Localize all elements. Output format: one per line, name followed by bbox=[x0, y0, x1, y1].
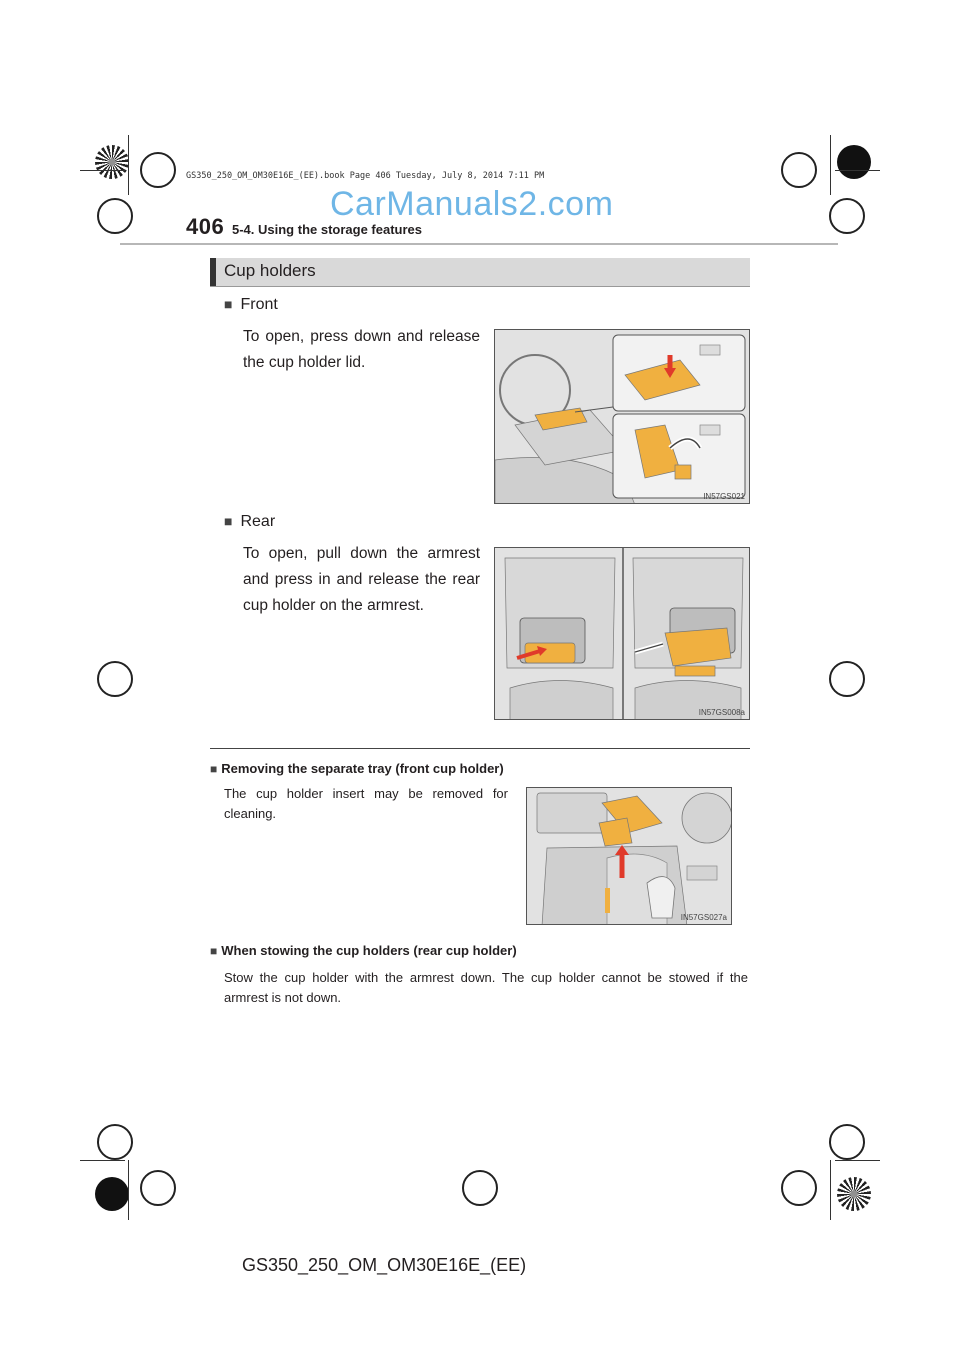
front-heading: ■ Front bbox=[224, 296, 278, 313]
document-id: GS350_250_OM_OM30E16E_(EE) bbox=[242, 1255, 527, 1275]
crop-line bbox=[128, 1160, 129, 1220]
note-heading: ■ Removing the separate tray (front cup holder) bbox=[210, 761, 504, 776]
tray-illustration bbox=[527, 788, 732, 925]
note-heading: ■ When stowing the cup holders (rear cup holder) bbox=[210, 943, 517, 958]
section-title: Cup holders bbox=[224, 261, 316, 280]
registration-mark bbox=[95, 1177, 129, 1211]
registration-mark bbox=[837, 145, 871, 179]
crosshair-mark bbox=[140, 1170, 176, 1206]
figure-code: IN57GS027a bbox=[680, 913, 727, 922]
crosshair-mark bbox=[97, 198, 133, 234]
registration-mark bbox=[95, 145, 129, 179]
rear-illustration bbox=[495, 548, 750, 720]
section-header bbox=[210, 258, 750, 287]
crosshair-mark bbox=[781, 152, 817, 188]
notes-divider bbox=[210, 748, 750, 749]
crosshair-mark bbox=[462, 1170, 498, 1206]
crop-line bbox=[830, 135, 831, 195]
note-text: Stow the cup holder with the armrest down. The cup holder cannot be stowed if the armrest is not down. bbox=[224, 970, 748, 1005]
crosshair-mark bbox=[829, 198, 865, 234]
crosshair-mark bbox=[97, 1124, 133, 1160]
crosshair-mark bbox=[781, 1170, 817, 1206]
rear-cup-holder-figure bbox=[494, 547, 750, 720]
rear-text: To open, pull down the armrest and press in and release the rear cup holder on the armrest. bbox=[243, 545, 480, 614]
watermark: CarManuals2.com bbox=[330, 185, 614, 223]
square-bullet-icon: ■ bbox=[210, 944, 218, 958]
crop-line bbox=[80, 1160, 125, 1161]
crosshair-mark bbox=[829, 1124, 865, 1160]
note-text: The cup holder insert may be removed for cleaning. bbox=[224, 786, 508, 821]
crop-line bbox=[835, 1160, 880, 1161]
figure-code: IN57GS021 bbox=[703, 492, 745, 501]
crosshair-mark bbox=[140, 152, 176, 188]
crop-line bbox=[80, 170, 125, 171]
section-header-bar bbox=[210, 258, 216, 286]
square-bullet-icon: ■ bbox=[224, 513, 233, 529]
crop-line bbox=[835, 170, 880, 171]
crosshair-mark bbox=[829, 661, 865, 697]
header-divider bbox=[120, 243, 838, 245]
crosshair-mark bbox=[97, 661, 133, 697]
crop-line bbox=[830, 1160, 831, 1220]
crop-line bbox=[128, 135, 129, 195]
chapter-title: 5-4. Using the storage features bbox=[232, 222, 422, 237]
page-number: 406 bbox=[186, 214, 225, 239]
registration-mark bbox=[837, 1177, 871, 1211]
figure-code: IN57GS008a bbox=[698, 708, 745, 717]
front-cup-holder-figure bbox=[494, 329, 750, 504]
crop-info: GS350_250_OM_OM30E16E_(EE).book Page 406 Tuesday, July 8, 2014 7:11 PM bbox=[186, 171, 545, 181]
rear-heading: ■ Rear bbox=[224, 513, 276, 530]
front-illustration bbox=[495, 330, 750, 504]
square-bullet-icon: ■ bbox=[224, 296, 233, 312]
square-bullet-icon: ■ bbox=[210, 762, 218, 776]
front-text: To open, press down and release the cup holder lid. bbox=[243, 328, 480, 371]
tray-removal-figure bbox=[526, 787, 732, 925]
